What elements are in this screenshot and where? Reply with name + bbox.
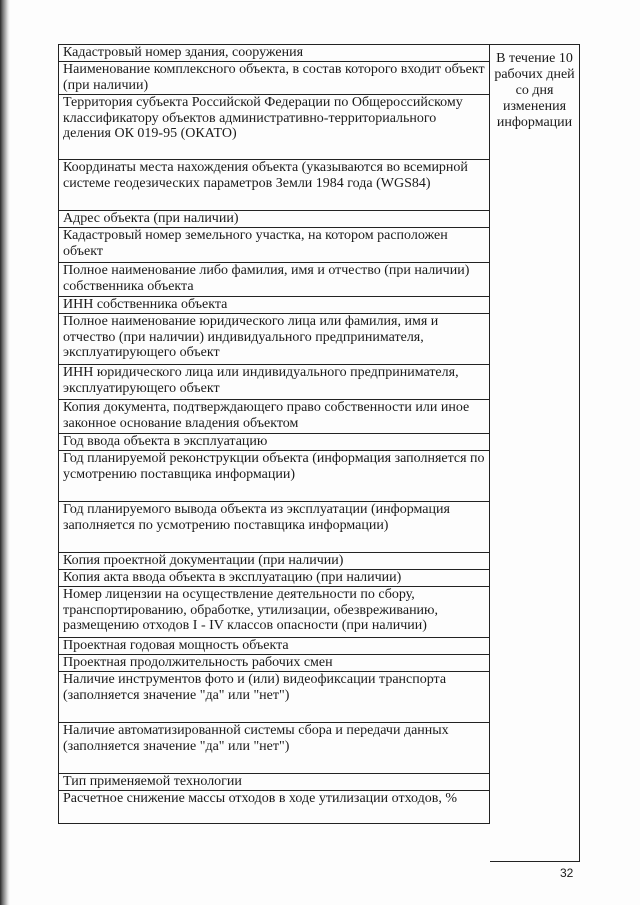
table-cell: ИНН юридического лица или индивидуального предпринимателя, эксплуатирующего объект: [59, 365, 490, 400]
table-row: [59, 62, 490, 95]
table-row: [59, 638, 490, 655]
table-row: [59, 211, 490, 228]
scan-edge-shadow: [0, 0, 10, 905]
table-row: [59, 263, 490, 297]
table-cell: Наличие автоматизированной системы сбора и передачи данных (заполняется значение "да" или "нет"): [59, 723, 490, 774]
deadline-cell: [490, 44, 580, 862]
table-row: [59, 774, 490, 791]
table-cell: Год планируемой реконструкции объекта (информация заполняется по усмотрению поставщика информации): [59, 451, 490, 502]
table-row: [59, 297, 490, 314]
table-cell: Наличие инструментов фото и (или) видеофиксации транспорта (заполняется значение "да" или "нет"): [59, 672, 490, 723]
table-row: [59, 791, 490, 824]
table-cell: Копия проектной документации (при наличии): [59, 553, 490, 570]
table-row: [59, 553, 490, 570]
table-row: [59, 434, 490, 451]
table-cell: Копия акта ввода объекта в эксплуатацию (при наличии): [59, 570, 490, 587]
table-row: [59, 365, 490, 400]
table-cell: Номер лицензии на осуществление деятельности по сбору, транспортированию, обработке, утилизации, обезвреживанию, размещению отходов I - IV классов опасности (при наличии): [59, 587, 490, 638]
information-table: [58, 44, 490, 824]
table-row: [59, 451, 490, 502]
table-row: [59, 160, 490, 211]
table-cell: Полное наименование либо фамилия, имя и отчество (при наличии) собственника объекта: [59, 263, 490, 297]
table-cell: Кадастровый номер здания, сооружения: [59, 45, 490, 62]
table-row: [59, 228, 490, 263]
table-cell: Координаты места нахождения объекта (указываются во всемирной системе геодезических параметров Земли 1984 года (WGS84): [59, 160, 490, 211]
table-row: [59, 95, 490, 160]
table-cell: Проектная годовая мощность объекта: [59, 638, 490, 655]
table-cell: Расчетное снижение массы отходов в ходе утилизации отходов, %: [59, 791, 490, 824]
deadline-text: В течение 10 рабочих дней со дня изменения информации: [494, 51, 575, 130]
table-row: [59, 400, 490, 434]
table-row: [59, 45, 490, 62]
table-row: [59, 655, 490, 672]
table-cell: Адрес объекта (при наличии): [59, 211, 490, 228]
table-cell: Кадастровый номер земельного участка, на котором расположен объект: [59, 228, 490, 263]
page-number: 32: [560, 866, 574, 880]
table-cell: Год планируемого вывода объекта из эксплуатации (информация заполняется по усмотрению поставщика информации): [59, 502, 490, 553]
table-cell: Проектная продолжительность рабочих смен: [59, 655, 490, 672]
table-row: [59, 502, 490, 553]
table-cell: Полное наименование юридического лица или фамилия, имя и отчество (при наличии) индивидуального предпринимателя, эксплуатирующего объект: [59, 314, 490, 365]
table-row: [59, 314, 490, 365]
table-row: [59, 672, 490, 723]
table-row: [59, 723, 490, 774]
table-row: [59, 587, 490, 638]
table-cell: Тип применяемой технологии: [59, 774, 490, 791]
table-cell: ИНН собственника объекта: [59, 297, 490, 314]
table-cell: Копия документа, подтверждающего право собственности или иное законное основание владения объектом: [59, 400, 490, 434]
table-cell: Год ввода объекта в эксплуатацию: [59, 434, 490, 451]
table-row: [59, 570, 490, 587]
table-cell: Наименование комплексного объекта, в состав которого входит объект (при наличии): [59, 62, 490, 95]
table-cell: Территория субъекта Российской Федерации по Общероссийскому классификатору объектов административно-территориального деления ОК 019-95 (ОКАТО): [59, 95, 490, 160]
